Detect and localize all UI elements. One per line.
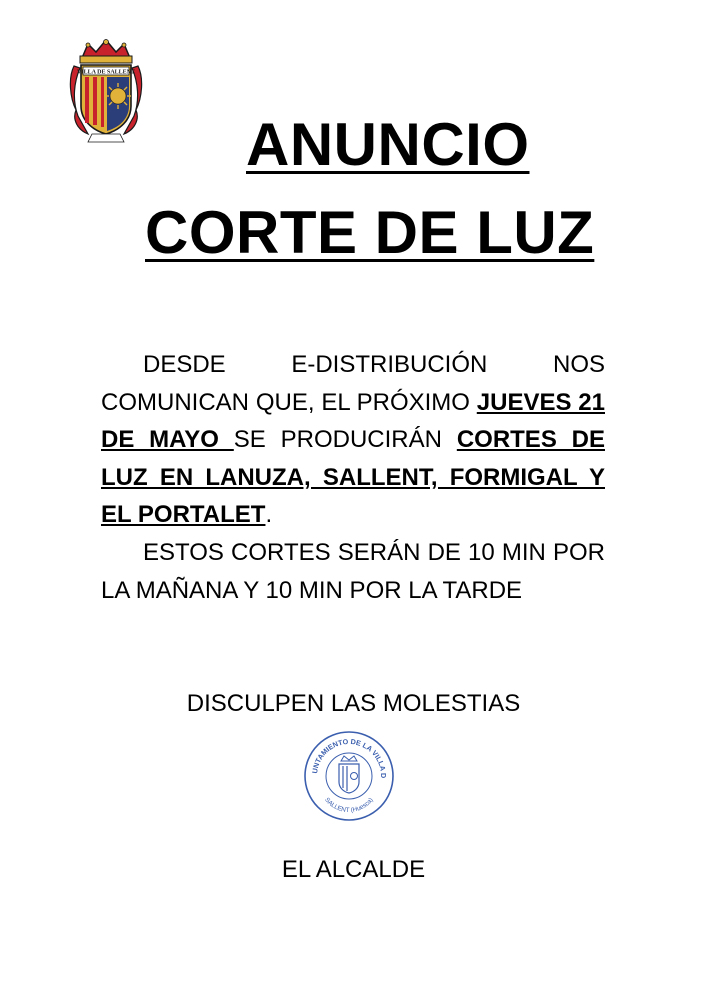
notice-body [101, 346, 605, 609]
stamp-top-text: UNTAMIENTO DE LA VILLA D [310, 736, 389, 779]
apology-text: DISCULPEN LAS MOLESTIAS [186, 690, 521, 717]
page-subtitle: CORTE DE LUZ [145, 199, 595, 266]
signer-text: EL ALCALDE [281, 856, 426, 883]
notice-period: . [265, 501, 273, 529]
notice-affected-places: CORTES DE LUZ EN LANUZA, SALLENT, FORMIGAL Y EL PORTALET [101, 426, 605, 529]
page-title: ANUNCIO [246, 111, 530, 178]
notice-middle-text: SE PRODUCIRÁN [233, 426, 457, 454]
official-stamp-icon [303, 730, 395, 822]
notice-paragraph-2: ESTOS CORTES SERÁN DE 10 MIN POR LA MAÑANA Y 10 MIN POR LA TARDE [101, 538, 605, 604]
notice-paragraph-1 [101, 346, 605, 534]
crest-banner-text: VILLA DE SALLENT [76, 69, 136, 76]
svg-text:AYUNTAMIENTO DE LA VILLA DE [303, 730, 388, 778]
notice-intro-text: DESDE E-DISTRIBUCIÓN NOS COMUNICAN QUE, EL PRÓXIMO [101, 351, 605, 416]
municipal-crest-icon [68, 38, 144, 144]
notice-date: JUEVES 21 DE MAYO [101, 388, 605, 454]
stamp-bottom-text: SALLENT (Huesca) [323, 796, 375, 815]
